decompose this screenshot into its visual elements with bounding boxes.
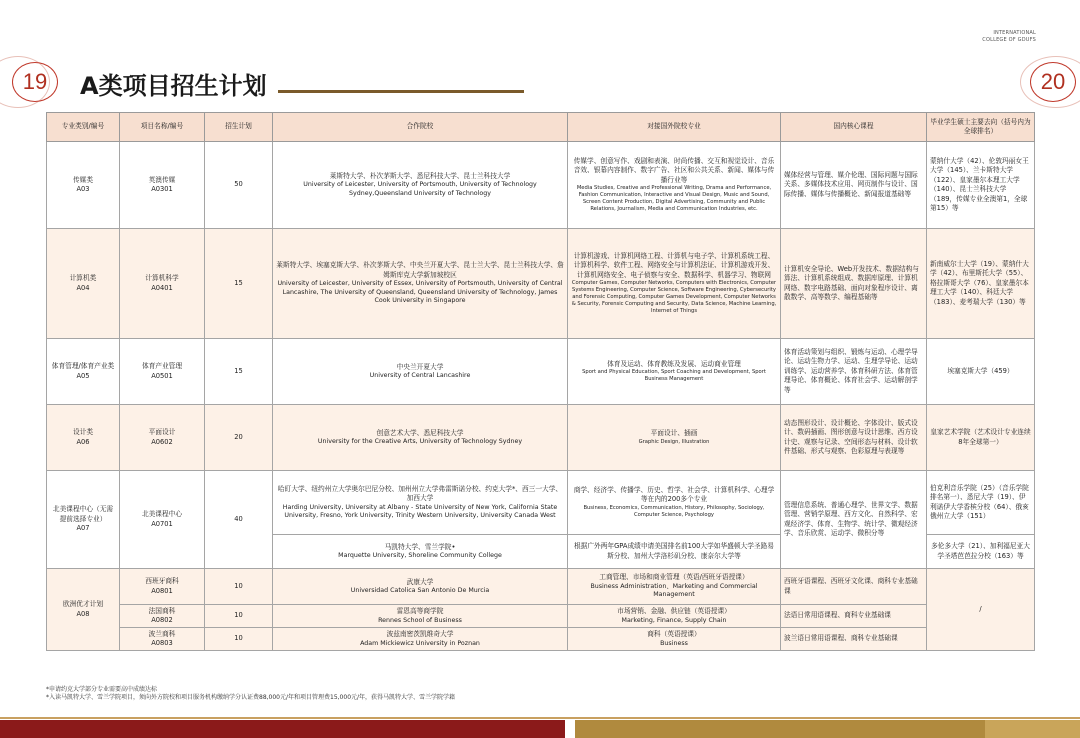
header-majors: 对接国外院校专业: [568, 113, 781, 142]
partners-cell: [273, 471, 568, 535]
majors-en: Media Studies, Creative and Professional Writing, Drama and Performance, Fashion Communication, Interactive and Visual Design, Music and Sound, Screen Content Production, Digital Advertising, Community and Public Relations, Journalism, Media and Communication Industries, etc.: [576, 185, 772, 213]
majors-cn: 传媒学、创意写作、戏剧和表演、时尚传播、交互和视觉设计、音乐音效、银幕内容制作、数字广告、社区和公共关系、新闻、媒体与传播行业等: [573, 156, 775, 184]
program-code: A0801: [151, 586, 173, 595]
program-name: 波兰商科: [148, 629, 176, 638]
majors-cn: 体育及运动、体育教练及发展、运动商业管理: [607, 359, 741, 368]
destinations-cell: 伯克利音乐学院（25）（音乐学院排名第一）、悉尼大学（19）、伊利诺伊大学香槟分校（64）、俄亥俄州立大学（151）: [927, 471, 1035, 535]
majors-en: Graphic Design, Illustration: [638, 438, 710, 445]
courses-cell: 体育活动策划与组织、锻炼与运动、心理学导论、运动生物力学、运动、生理学导论、运动训练学、运动营养学、体育科研方法、体育管理导论、体育概论、体育社会学、运动解剖学等: [781, 339, 927, 405]
category-cell: [47, 229, 120, 339]
header-program: 项目名称/编号: [120, 113, 205, 142]
header-quota: 招生计划: [205, 113, 273, 142]
partners-en: Universidad Catolica San Antonio De Murcia: [350, 587, 490, 594]
category-code: A03: [76, 185, 90, 193]
partners-cell: [273, 405, 568, 471]
program-cell: [120, 142, 205, 229]
category-code: A05: [76, 371, 90, 380]
page-number-left: 19: [12, 62, 58, 102]
program-name: 体育产业管理: [141, 362, 183, 370]
page-number-right: 20: [1030, 62, 1076, 102]
courses-cell: 波兰语日常用语课程、商科专业基础课: [781, 628, 927, 651]
program-name: 计算机科学: [145, 274, 179, 282]
partners-cn: 武康大学: [406, 577, 434, 586]
destinations-cell: 皇家艺术学院（艺术设计专业连续8年全球第一）: [927, 405, 1035, 471]
table-row-north-america: [47, 471, 1035, 535]
header-category: 专业类别/编号: [47, 113, 120, 142]
majors-cn: 商学、经济学、传播学、历史、哲学、社会学、计算机科学、心理学等在内的200多个专业: [573, 485, 775, 504]
program-name: 北美课程中心: [141, 510, 183, 518]
partners-en: Adam Mickiewicz University in Poznan: [360, 639, 480, 647]
program-cell: [120, 471, 205, 569]
destinations-cell: 埃塞克斯大学（459）: [927, 339, 1035, 405]
program-cell: [120, 569, 205, 605]
category-cell: [47, 142, 120, 229]
partners-en: Rennes School of Business: [378, 616, 462, 624]
program-code: A0401: [151, 283, 173, 292]
category-code: A07: [76, 524, 90, 533]
category-cell: [47, 339, 120, 405]
majors-cell: [568, 569, 781, 605]
partners-cell: [273, 142, 568, 229]
program-name: 西班牙商科: [145, 577, 179, 585]
quota-cell: 15: [205, 229, 273, 339]
table-row-computer: [47, 229, 1035, 339]
courses-cell: 西班牙语课程、西班牙文化课、商科专业基础课: [781, 569, 927, 605]
category-cell: [47, 405, 120, 471]
program-name: 平面设计: [148, 428, 176, 436]
category-name: 传媒类: [72, 175, 94, 184]
majors-en: Marketing, Finance, Supply Chain: [621, 616, 727, 624]
category-cell: [47, 569, 120, 651]
program-code: A0701: [151, 519, 173, 528]
bar-gold-segment: [575, 720, 985, 738]
program-code: A0802: [151, 616, 173, 624]
partners-en: University of Leicester, University of Portsmouth, University of Technology Sydney,Queensland University of Technology: [303, 181, 537, 197]
courses-cell: 法语日常用语课程、商科专业基础课: [781, 605, 927, 628]
destinations-cell: 蒙纳什大学（42）、伦敦玛丽女王大学（145）、兰卡斯特大学（122）、皇家墨尔本理工大学（140）、昆士兰科技大学（189，传媒专业全澳第1，全球第15）等: [927, 142, 1035, 229]
program-name: 英澳传媒: [148, 175, 176, 184]
brand-line-2: COLLEGE OF GDUFS: [982, 37, 1036, 43]
program-code: A0301: [151, 185, 173, 193]
courses-cell: 计算机安全导论、Web开发技术、数据结构与算法、计算机系统组成、数据库原理、计算机网络、数字电路基础、面向对象程序设计、离散数学、高等数学、编程基础等: [781, 229, 927, 339]
majors-en: Business Administration、Marketing and Commercial Management: [590, 582, 758, 599]
majors-en: Sport and Physical Education, Sport Coaching and Development, Sport Business Management: [582, 369, 766, 383]
majors-cell: [568, 229, 781, 339]
program-code: A0501: [151, 371, 173, 380]
header-courses: 国内核心课程: [781, 113, 927, 142]
partners-cn: 雷恩高等商学院: [396, 607, 444, 615]
majors-cell: [568, 339, 781, 405]
majors-cell: [568, 142, 781, 229]
bottom-decorative-bar: [0, 720, 1080, 738]
bar-gold-light-segment: [985, 720, 1080, 738]
program-cell: [120, 628, 205, 651]
program-cell: [120, 339, 205, 405]
partners-cell: [273, 229, 568, 339]
destinations-cell: 新南威尔士大学（19）、蒙纳什大学（42）、布里斯托大学（55）、格拉斯哥大学（76）、皇家墨尔本理工大学（140）、科廷大学（183）、麦考瑞大学（130）等: [927, 229, 1035, 339]
footnotes: [46, 686, 455, 702]
partners-cn: 创意艺术大学、悉尼科技大学: [376, 428, 464, 437]
bar-gap: [565, 720, 575, 738]
partners-cell: [273, 569, 568, 605]
header-partners: 合作院校: [273, 113, 568, 142]
quota-cell: 40: [205, 471, 273, 569]
quota-cell: 10: [205, 628, 273, 651]
partners-en: University of Central Lancashire: [369, 372, 471, 379]
category-cell: [47, 471, 120, 569]
brand-line-1: INTERNATIONAL: [993, 30, 1036, 36]
table-row-design: [47, 405, 1035, 471]
majors-en: Business, Economics, Communication, History, Philosophy, Sociology, Computer Science, Psychology: [583, 504, 765, 518]
partners-cn: 哈盯大学、纽约州立大学奥尔巴尼分校、加州州立大学弗雷斯诺分校、约克大学*、西三一大学、加西大学: [277, 484, 563, 502]
destinations-cell: /: [927, 569, 1035, 651]
program-name: 法国商科: [148, 606, 176, 615]
majors-en: Business: [660, 639, 688, 647]
courses-cell: 动态图形设计、设计概论、字体设计、版式设计、数码插画、图形创意与设计思维、西方设计史、观察与记录、空间形态与材料、设计软件基础、形式与观察、色彩原理与表现等: [781, 405, 927, 471]
table-row-europe-spain: [47, 569, 1035, 605]
category-code: A08: [76, 609, 90, 618]
table-row-europe-france: [47, 605, 1035, 628]
partners-cell: [273, 628, 568, 651]
program-cell: [120, 229, 205, 339]
majors-cell: [568, 405, 781, 471]
majors-cn: 商科（英语授课）: [647, 630, 701, 638]
category-name: 欧洲优才计划: [62, 600, 104, 608]
category-name: 设计类: [72, 428, 94, 436]
partners-en: University for the Creative Arts, University of Technology Sydney: [317, 438, 523, 445]
partners-cell-2: [273, 535, 568, 569]
partners-cell: [273, 605, 568, 628]
table-header-row: [47, 113, 1035, 142]
majors-cell: [568, 471, 781, 535]
destinations-cell-2: 多伦多大学（21）、加利福尼亚大学圣塔芭芭拉分校（163）等: [927, 535, 1035, 569]
category-code: A06: [76, 437, 90, 446]
majors-cn: 市场营销、金融、供应链（英语授课）: [617, 607, 731, 615]
program-cell: [120, 405, 205, 471]
majors-cell: [568, 605, 781, 628]
footnote-2: *入读马凯特大学、雪兰学院项目，须向外方院校和项目服务机构缴纳学分认证费88,000元/年和项目管理费15,000元/年，获得马凯特大学、雪兰学院学籍: [46, 694, 456, 701]
bar-stripe: [0, 717, 1080, 719]
partners-cn: 莱斯特大学、埃塞克斯大学、朴次茅斯大学、中央兰开夏大学、昆士兰大学、昆士兰科技大学、詹姆斯库克大学新加坡校区: [276, 261, 564, 279]
majors-cell-2: 根据广外两年GPA成绩申请美国排名前100大学如华盛顿大学圣路易斯分校、加州大学洛杉矶分校、康奈尔大学等: [568, 535, 781, 569]
footnote-1: *申请约克大学部分专业需要高中成绩达标: [46, 686, 158, 693]
quota-cell: 15: [205, 339, 273, 405]
majors-cn: 平面设计、插画: [650, 429, 698, 438]
page-title: A类项目招生计划: [80, 72, 267, 100]
partners2-en: Marquette University, Shoreline Community College: [338, 552, 502, 559]
partners-cell: [273, 339, 568, 405]
program-cell: [120, 605, 205, 628]
majors-cn: 工商管理、市场和商业管理（英语/西班牙语授课）: [599, 573, 749, 582]
quota-cell: 10: [205, 605, 273, 628]
majors-cell: [568, 628, 781, 651]
majors-en: Computer Games, Computer Networks, Computers with Electronics, Computer Systems Engineering, Computer Science, Software Engineering, Cybersecurity and Forensic Computing, Computer Games Development, Computer Networks & Security, Forensic Computing and Security, Data Science, Machine Learning, Internet of Things: [571, 280, 777, 315]
quota-cell: 10: [205, 569, 273, 605]
category-name: 北美课程中心（无需提前选择专业）: [52, 505, 114, 523]
header-destinations: 毕业学生硕士主要去向（括号内为全球排名）: [927, 113, 1035, 142]
table-row-sports: [47, 339, 1035, 405]
table-row-europe-poland: [47, 628, 1035, 651]
partners-en: Harding University, University at Albany - State University of New York, California State University, Fresno, York University, Trinity Western University, University Canada West: [282, 503, 558, 519]
quota-cell: 20: [205, 405, 273, 471]
courses-cell: 管理信息系统、普通心理学、世界文学、数据管理、营销学原理、西方文化、自然科学、宏观经济学、体育、生物学、统计学、微观经济学、音乐欣赏、运动学、微积分等: [781, 471, 927, 569]
courses-cell: 媒体经营与管理、媒介伦理、国际问题与国际关系、多媒体技术应用、网页制作与设计、国际传播、媒体与传播概论、新闻报道基础等: [781, 142, 927, 229]
program-code: A0602: [151, 437, 173, 446]
partners-en: University of Leicester, University of Essex, University of Portsmouth, University of Central Lancashire, The University of Queensland, Queensland University of Technology, James Cook University in Singapore: [277, 280, 563, 305]
partners-cn: 波兹南密茨凯维奇大学: [386, 630, 454, 638]
table-row-media: [47, 142, 1035, 229]
title-underline: [278, 90, 524, 93]
bar-red-segment: [0, 720, 565, 738]
quota-cell: 50: [205, 142, 273, 229]
category-name: 体育管理/体育产业类: [51, 362, 115, 370]
partners-cn: 莱斯特大学、朴次茅斯大学、悉尼科技大学、昆士兰科技大学: [329, 171, 511, 180]
majors-cn: 计算机游戏、计算机网络工程、计算机与电子学、计算机系统工程、计算机科学、软件工程、网络安全与计算机法证、计算机游戏开发、计算机网络安全、电子侦察与安全、数据科学、机器学习、物联网: [573, 251, 775, 279]
partners2-cn: 马凯特大学、雪兰学院•: [384, 542, 456, 551]
category-name: 计算机类: [69, 274, 97, 282]
college-brand: [982, 30, 1036, 44]
category-code: A04: [76, 283, 90, 292]
enrollment-table: [46, 112, 1035, 651]
partners-cn: 中央兰开夏大学: [396, 362, 444, 371]
program-code: A0803: [151, 639, 173, 647]
